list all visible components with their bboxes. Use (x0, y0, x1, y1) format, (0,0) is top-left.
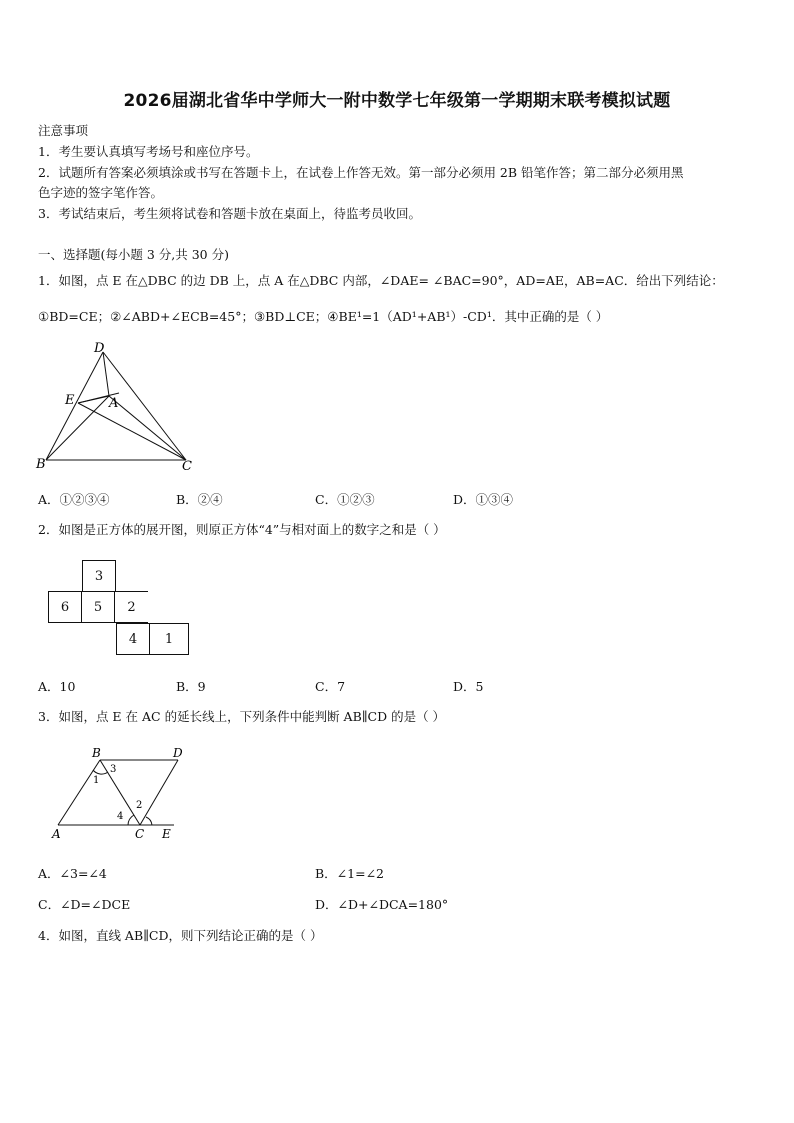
q2-option-b[interactable]: B．9 (176, 679, 206, 694)
net-cell: 4 (116, 623, 150, 655)
q2-option-a[interactable]: A．10 (38, 679, 76, 694)
q1-label-c: C (182, 459, 192, 474)
q3-angle-4: 4 (117, 811, 124, 822)
q1-text-line2: ①BD=CE；②∠ABD+∠ECB=45°；③BD⊥CE；④BE¹=1（AD¹+AB¹）-CD¹．其中正确的是（ ） (38, 309, 609, 324)
section-heading: 一、选择题(每小题 3 分,共 30 分) (38, 247, 229, 262)
q3-option-a[interactable]: A．∠3=∠4 (38, 866, 107, 881)
notice-item-2: 2．试题所有答案必须填涂或书写在答题卡上，在试卷上作答无效。第一部分必须用 2B 铅笔作答；第二部分必须用黑 (38, 165, 684, 180)
q3-angle-2: 2 (136, 800, 143, 811)
notice-item-2-cont: 色字迹的签字笔作答。 (38, 185, 164, 200)
q3-option-c[interactable]: C．∠D=∠DCE (38, 897, 131, 912)
notice-heading: 注意事项 (38, 123, 89, 138)
q3-label-c: C (135, 827, 145, 841)
net-cell: 6 (48, 591, 82, 623)
q2-option-c[interactable]: C．7 (315, 679, 346, 694)
net-cell: 1 (149, 623, 189, 655)
q3-angle-1: 1 (93, 775, 100, 786)
q1-label-a: A (109, 396, 119, 411)
net-cell: 2 (114, 591, 148, 623)
q1-option-a[interactable]: A．①②③④ (38, 492, 110, 507)
q3-option-d[interactable]: D．∠D+∠DCA=180° (315, 897, 449, 912)
q3-figure (40, 740, 200, 845)
q3-label-e: E (162, 827, 171, 841)
net-cell: 5 (81, 591, 115, 623)
notice-item-3: 3．考试结束后，考生须将试卷和答题卡放在桌面上，待监考员收回。 (38, 206, 421, 221)
q3-angle-3: 3 (110, 764, 117, 775)
q3-label-d: D (173, 746, 183, 760)
q1-label-d: D (94, 341, 105, 356)
q3-label-b: B (92, 746, 101, 760)
q1-text-line1: 1．如图，点 E 在△DBC 的边 DB 上，点 A 在△DBC 内部，∠DAE= ∠BAC=90°，AD=AE，AB=AC．给出下列结论： (38, 273, 724, 288)
notice-item-1: 1．考生要认真填写考场号和座位序号。 (38, 144, 259, 159)
page-title: 2026届湖北省华中学师大一附中数学七年级第一学期期末联考模拟试题 (123, 91, 671, 111)
net-cell: 3 (82, 560, 116, 592)
q3-option-b[interactable]: B．∠1=∠2 (315, 866, 385, 881)
q3-text: 3．如图，点 E 在 AC 的延长线上，下列条件中能判断 AB∥CD 的是（ ） (38, 709, 446, 724)
q1-label-b: B (36, 457, 46, 472)
q1-label-e: E (65, 393, 75, 408)
q4-text: 4．如图，直线 AB∥CD，则下列结论正确的是（ ） (38, 928, 323, 943)
q2-option-d[interactable]: D．5 (453, 679, 484, 694)
q2-text: 2．如图是正方体的展开图，则原正方体“4”与相对面上的数字之和是（ ） (38, 522, 446, 537)
q1-option-b[interactable]: B．②④ (176, 492, 223, 507)
q1-option-d[interactable]: D．①③④ (453, 492, 514, 507)
q1-option-c[interactable]: C．①②③ (315, 492, 375, 507)
q1-figure (30, 335, 210, 475)
q3-label-a: A (52, 827, 61, 841)
